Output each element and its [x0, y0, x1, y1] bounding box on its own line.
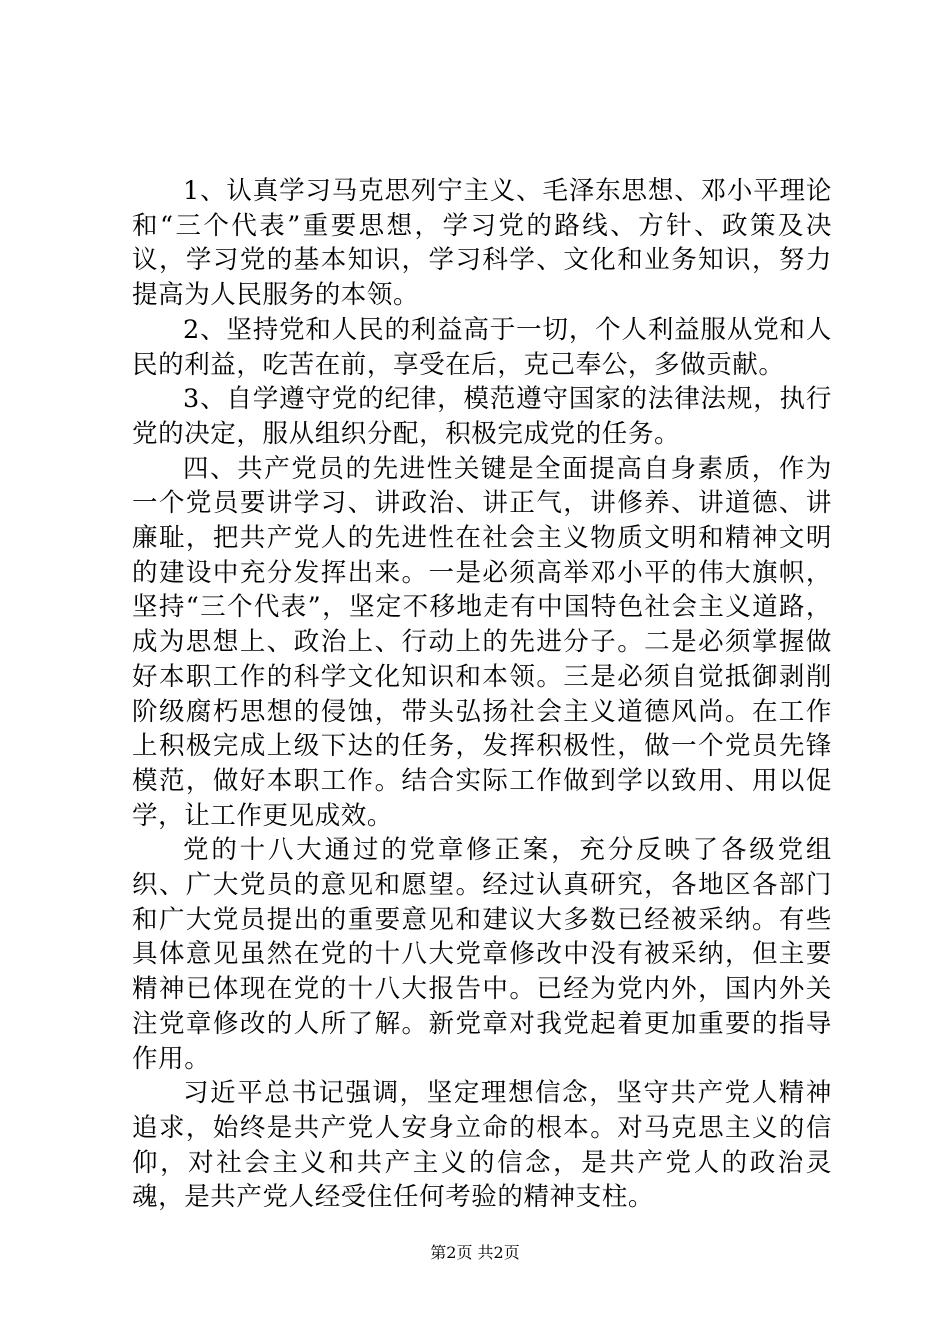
- paragraph-advanced-nature: 四、共产党员的先进性关键是全面提高自身素质，作为一个党员要讲学习、讲政治、讲正气，讲修养、讲道德、讲廉耻，把共产党人的先进性在社会主义物质文明和精神文明的建设中充分发挥出来。一是必须高举邓小平的伟大旗帜，坚持“三个代表”，坚定不移地走有中国特色社会主义道路，成为思想上、政治上、行动上的先进分子。二是必须掌握做好本职工作的科学文化知识和本领。三是必须自觉抵御剥削阶级腐朽思想的侵蚀，带头弘扬社会主义道德风尚。在工作上积极完成上级下达的任务，发挥积极性，做一个党员先锋模范，做好本职工作。结合实际工作做到学以致用、用以促学，让工作更见成效。: [132, 453, 832, 831]
- paragraph-interests-duty: 2、坚持党和人民的利益高于一切，个人利益服从党和人民的利益，吃苦在前，享受在后，克己奉公，多做贡献。: [132, 314, 832, 380]
- paragraph-study-duty: 1、认真学习马克思列宁主义、毛泽东思想、邓小平理论和“三个代表”重要思想，学习党的路线、方针、政策及决议，学习党的基本知识，学习科学、文化和业务知识，努力提高为人民服务的本领。: [132, 176, 832, 311]
- paragraph-ideals-beliefs: 习近平总书记强调，坚定理想信念，坚守共产党人精神追求，始终是共产党人安身立命的根本。对马克思主义的信仰，对社会主义和共产主义的信念，是共产党人的政治灵魂，是共产党人经受住任何考验的精神支柱。: [132, 1078, 832, 1213]
- page-number-footer: 第2页 共2页: [430, 1243, 520, 1262]
- paragraph-party-constitution: 党的十八大通过的党章修正案，充分反映了各级党组织、广大党员的意见和愿望。经过认真研究，各地区各部门和广大党员提出的重要意见和建议大多数已经被采纳。有些具体意见虽然在党的十八大党章修改中没有被采纳，但主要精神已体现在党的十八大报告中。已经为党内外，国内外关注党章修改的人所了解。新党章对我党起着更加重要的指导作用。: [132, 835, 832, 1074]
- paragraph-discipline-duty: 3、自学遵守党的纪律，模范遵守国家的法律法规，执行党的决定，服从组织分配，积极完成党的任务。: [132, 384, 832, 449]
- document-body: [132, 174, 832, 1215]
